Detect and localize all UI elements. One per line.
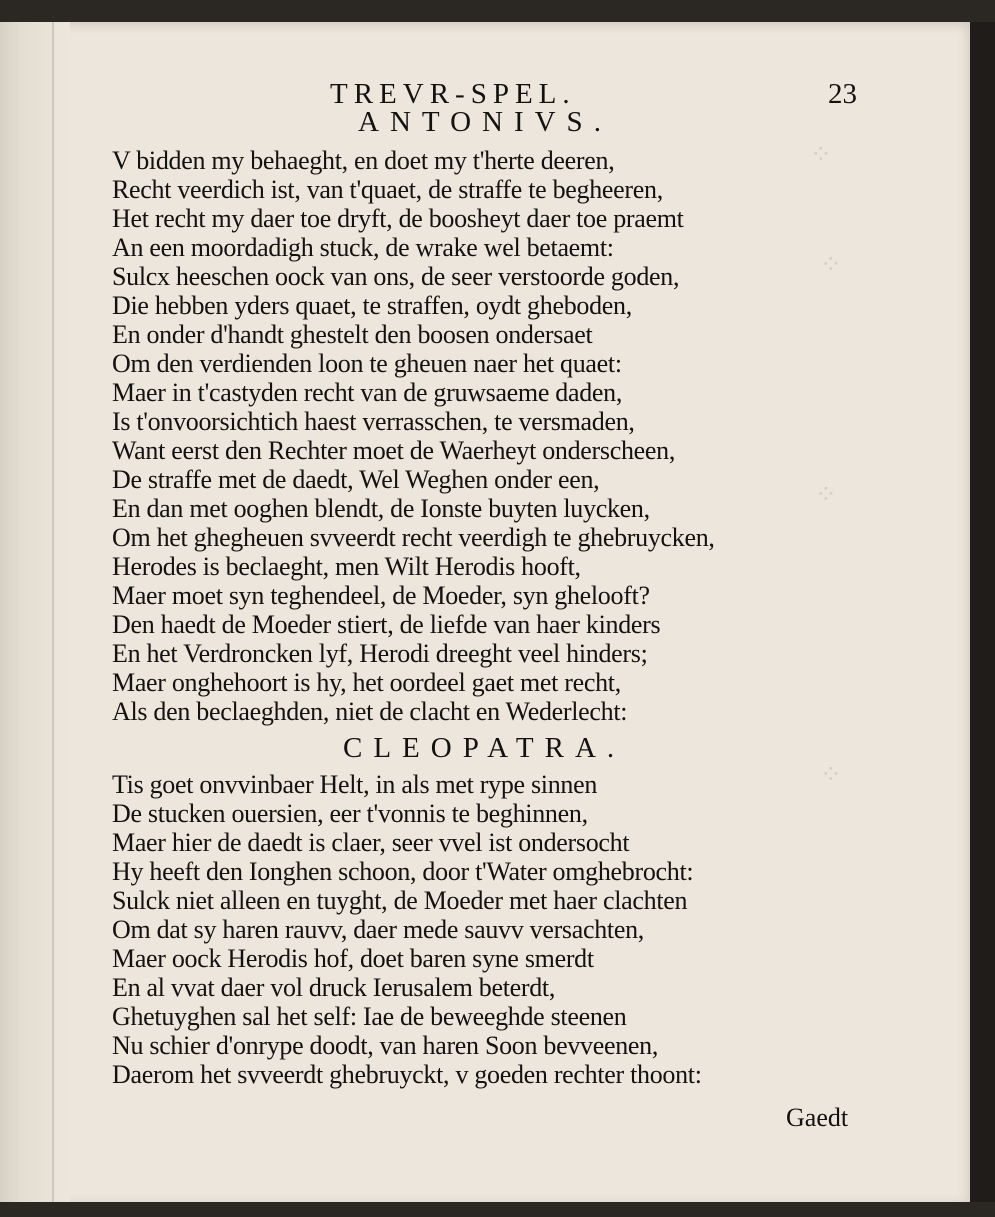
page-edge-shadow (970, 22, 995, 1202)
verse-line: Die hebben yders quaet, te straffen, oydt gheboden, (112, 291, 632, 320)
verse-line: Recht veerdich ist, van t'quaet, de straffe te begheeren, (112, 175, 663, 204)
verse-line: En dan met ooghen blendt, de Ionste buyten luycken, (112, 494, 650, 523)
verse-line: Sulcx heeschen oock van ons, de seer verstoorde goden, (112, 262, 680, 291)
verse-line: Maer onghehoort is hy, het oordeel gaet met recht, (112, 668, 621, 697)
binding-fold (52, 22, 54, 1202)
verse-line: En al vvat daer vol druck Ierusalem beterdt, (112, 973, 556, 1002)
verse-line: Daerom het svveerdt ghebruyckt, v goeden rechter thoont: (112, 1060, 702, 1089)
verse-line: Ghetuyghen sal het self: Iae de beweeghde steenen (112, 1002, 627, 1031)
verse-line: Herodes is beclaeght, men Wilt Herodis hooft, (112, 552, 581, 581)
verse-line: Want eerst den Rechter moet de Waerheyt onderscheen, (112, 436, 676, 465)
verse-line: Is t'onvoorsichtich haest verrasschen, te versmaden, (112, 407, 635, 436)
page-gutter (0, 22, 70, 1202)
verse-line: Om dat sy haren rauvv, daer mede sauvv versachten, (112, 915, 644, 944)
verse-line: Als den beclaeghden, niet de clacht en Wederlecht: (112, 697, 628, 726)
verse-line: V bidden my behaeght, en doet my t'herte deeren, (112, 146, 615, 175)
verse-line: Maer oock Herodis hof, doet baren syne smerdt (112, 944, 594, 973)
bleed-through-mark: ⁘ (820, 250, 842, 279)
verse-line: Maer hier de daedt is claer, seer vvel ist ondersocht (112, 828, 630, 857)
verse-line: Sulck niet alleen en tuyght, de Moeder met haer clachten (112, 886, 688, 915)
verse-line: Om den verdienden loon te gheuen naer het quaet: (112, 349, 622, 378)
running-head: TREVR-SPEL. (330, 78, 576, 110)
verse-line: Maer moet syn teghendeel, de Moeder, syn ghelooft? (112, 581, 650, 610)
verse-line: En onder d'handt ghestelt den boosen ondersaet (112, 320, 593, 349)
bleed-through-mark: ⁘ (815, 480, 837, 509)
verse-line: De stucken ouersien, eer t'vonnis te beghinnen, (112, 799, 588, 828)
verse-line: Maer in t'castyden recht van de gruwsaeme daden, (112, 378, 623, 407)
bleed-through-mark: ⁘ (810, 140, 832, 169)
catchword: Gaedt (786, 1103, 849, 1132)
verse-line: Om het ghegheuen svveerdt recht veerdigh te ghebruycken, (112, 523, 715, 552)
verse-line: Den haedt de Moeder stiert, de liefde van haer kinders (112, 610, 661, 639)
speaker-heading: ANTONIVS. (358, 106, 612, 138)
page-number: 23 (828, 78, 857, 110)
bleed-through-mark: ⁘ (820, 760, 842, 789)
verse-line: Nu schier d'onrype doodt, van haren Soon bevveenen, (112, 1031, 659, 1060)
speaker-heading: CLEOPATRA. (343, 732, 626, 764)
verse-line: Tis goet onvvinbaer Helt, in als met rype sinnen (112, 770, 598, 799)
verse-line: An een moordadigh stuck, de wrake wel betaemt: (112, 233, 614, 262)
verse-line: Hy heeft den Ionghen schoon, door t'Water omghebrocht: (112, 857, 694, 886)
verse-line: Het recht my daer toe dryft, de boosheyt daer toe praemt (112, 204, 684, 233)
verse-line: De straffe met de daedt, Wel Weghen onder een, (112, 465, 600, 494)
verse-line: En het Verdroncken lyf, Herodi dreeght veel hinders; (112, 639, 648, 668)
